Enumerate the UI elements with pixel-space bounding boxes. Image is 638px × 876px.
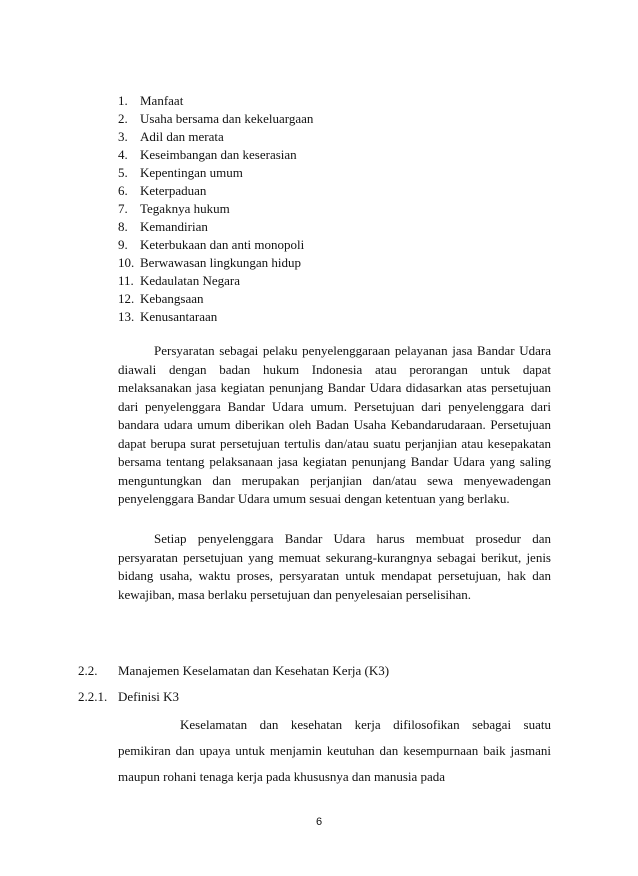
paragraph-k3-definition: Keselamatan dan kesehatan kerja difilosofikan sebagai suatu pemikiran dan upaya untuk menjamin keutuhan dan kesempurnaan baik jasmani maupun rohani tenaga kerja pada khususnya dan manusia pada (118, 717, 551, 784)
list-item: 1. Manfaat (118, 93, 184, 108)
list-item: 5. Kepentingan umum (118, 165, 243, 180)
list-item: 2. Usaha bersama dan kekeluargaan (118, 111, 314, 126)
list-item: 8. Kemandirian (118, 219, 208, 234)
list-item: 7. Tegaknya hukum (118, 201, 230, 216)
list-item: 10. Berwawasan lingkungan hidup (118, 255, 302, 270)
list-item: 9. Keterbukaan dan anti monopoli (118, 237, 305, 252)
list-item: 6. Keterpaduan (118, 183, 207, 198)
subsection-heading: 2.2.1. Definisi K3 (78, 689, 180, 704)
list-item: 4. Keseimbangan dan keserasian (118, 147, 297, 162)
list-item: 3. Adil dan merata (118, 129, 224, 144)
list-item: 11. Kedaulatan Negara (118, 273, 240, 288)
paragraph-procedures: Setiap penyelenggara Bandar Udara harus membuat prosedur dan persyaratan persetujuan yang memuat sekurang-kurangnya sebagai berikut, jenis bidang usaha, waktu proses, persyaratan untuk mendapat persetujuan, hak dan kewajiban, masa berlaku persetujuan dan penyelesaian perselisihan. (118, 531, 551, 602)
list-item: 13. Kenusantaraan (118, 309, 218, 324)
principles-list (118, 92, 313, 326)
page-number: 6 (315, 816, 323, 828)
paragraph-requirements: Persyaratan sebagai pelaku penyelenggaraan pelayanan jasa Bandar Udara diawali dengan badan hukum Indonesia atau perorangan untuk dapat melaksanakan jasa kegiatan penunjang Bandar Udara didasarkan atas persetujuan dari penyelenggara Bandar Udara umum. Persetujuan dari penyelenggara dari bandara udara umum diberikan oleh Badan Usaha Kebandarudaraan. Persetujuan dapat berupa surat persetujuan tertulis dan/atau suatu perjanjian atau kesepakatan bersama tentang pelaksanaan jasa kegiatan penunjang Bandar Udara yang saling menguntungkan dan merupakan perjanjian dan/atau sewa menyewadengan penyelenggara Bandar Udara umum sesuai dengan ketentuan yang berlaku. (118, 343, 551, 506)
section-heading: 2.2. Manajemen Keselamatan dan Kesehatan Kerja (K3) (78, 663, 390, 678)
list-item: 12. Kebangsaan (118, 291, 204, 306)
